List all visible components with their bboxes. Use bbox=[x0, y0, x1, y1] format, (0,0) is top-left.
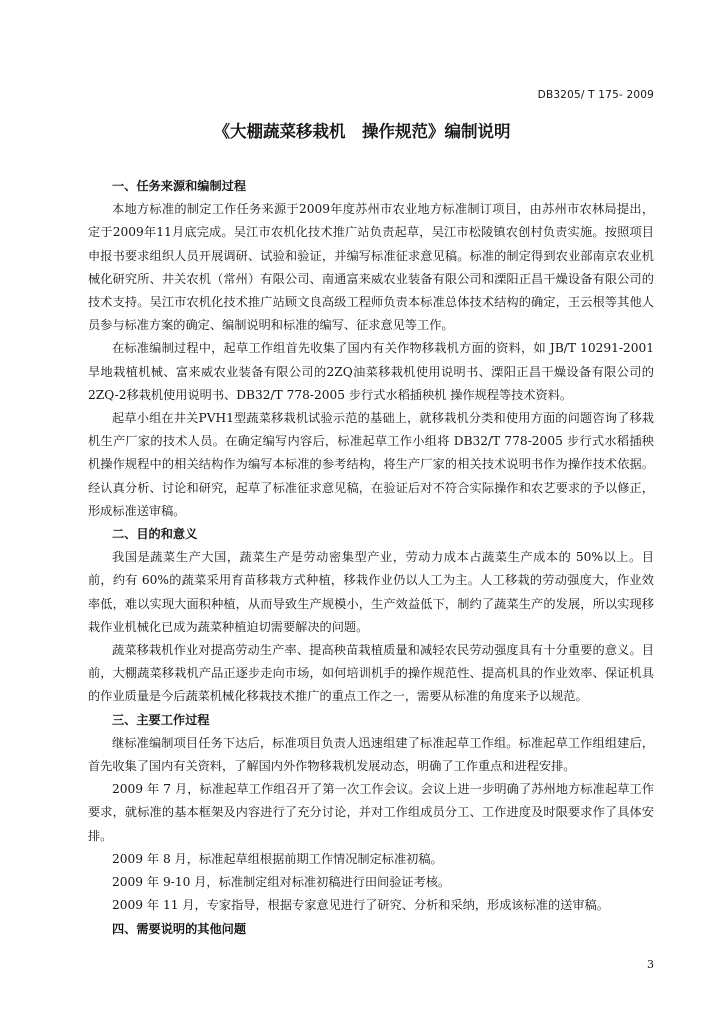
section-heading-4: 四、需要说明的其他问题 bbox=[112, 921, 247, 936]
paragraph: 2009 年 7 月，标准起草工作组召开了第一次工作会议。会议上进一步明确了苏州地方标准起草工作要求，就标准的基本框架及内容进行了充分讨论，并对工作组成员分工、工作进度及时限要求作了具体安排。 bbox=[88, 782, 654, 843]
paragraph: 我国是蔬菜生产大国，蔬菜生产是劳动密集型产业，劳动力成本占蔬菜生产成本的 50%以上。目前，约有 60%的蔬菜采用育苗移栽方式种植，移栽作业仍以人工为主。人工移栽的劳动强度大，作业效率低，难以实现大面积种植，从而导致生产规模小，生产效益低下，制约了蔬菜生产的发展，所以实现移栽作业机械化已成为蔬菜种植迫切需要解决的问题。 bbox=[88, 550, 654, 634]
paragraph: 起草小组在井关PVH1型蔬菜移栽机试验示范的基础上，就移栽机分类和使用方面的问题咨询了移栽机生产厂家的技术人员。在确定编写内容后，标准起草工作小组将 DB32/T 778-2005 步行式水稻插秧机操作规程中的相关结构作为编写本标准的参考结构，将生产厂家的相关技术说明书作为操作技术依据。经认真分析、讨论和研究，起草了标准征求意见稿，在验证后对不符合实际操作和农艺要求的予以修正，形成标准送审稿。 bbox=[88, 411, 654, 518]
paragraph: 本地方标准的制定工作任务来源于2009年度苏州市农业地方标准制订项目，由苏州市农林局提出，定于2009年11月底完成。吴江市农机化技术推广站负责起草，吴江市松陵镇农创村负责实施。按照项目申报书要求组织人员开展调研、试验和验证，并编写标准征求意见稿。标准的制定得到农业部南京农业机械化研究所、井关农机（常州）有限公司、南通富来威农业装备有限公司和溧阳正昌干燥设备有限公司的技术支持。吴江市农机化技术推广站顾文良高级工程师负责本标准总体技术结构的确定，王云根等其他人员参与标准方案的确定、编制说明和标准的编写、征求意见等工作。 bbox=[88, 202, 654, 333]
section-heading-3: 三、主要工作过程 bbox=[112, 712, 210, 727]
timeline-line: 2009 年 9-10 月，标准制定组对标准初稿进行田间验证考核。 bbox=[112, 875, 451, 890]
paragraph: 蔬菜移栽机作业对提高劳动生产率、提高秧苗栽植质量和减轻农民劳动强度具有十分重要的意义。目前，大棚蔬菜移栽机产品正逐步走向市场，如何培训机手的操作规范性、提高机具的作业效率、保证机具的作业质量是今后蔬菜机械化移栽技术推广的重点工作之一，需要从标准的角度来予以规范。 bbox=[88, 643, 654, 704]
document-body bbox=[88, 175, 654, 941]
document-title: 《大棚蔬菜移栽机 操作规范》编制说明 bbox=[213, 122, 511, 141]
paragraph: 在标准编制过程中，起草工作组首先收集了国内有关作物移栽机方面的资料，如 JB/T 10291-2001 旱地栽植机械、富来威农业装备有限公司的2ZQ油菜移栽机使用说明书、溧阳正昌干燥设备有限公司的2ZQ-2移栽机使用说明书、DB32/T 778-2005 步行式水稻插秧机 操作规程等技术资料。 bbox=[88, 341, 654, 402]
section-heading-2: 二、目的和意义 bbox=[112, 527, 198, 542]
page-number: 3 bbox=[647, 958, 654, 971]
paragraph: 继标准编制项目任务下达后，标准项目负责人迅速组建了标准起草工作组。标准起草工作组组建后，首先收集了国内有关资料，了解国内外作物移栽机发展动态，明确了工作重点和进程安排。 bbox=[88, 735, 654, 774]
timeline-line: 2009 年 11 月，专家指导，根据专家意见进行了研究、分析和采纳，形成该标准的送审稿。 bbox=[112, 898, 609, 913]
timeline-line: 2009 年 8 月，标准起草组根据前期工作情况制定标准初稿。 bbox=[112, 851, 443, 866]
section-heading-1: 一、任务来源和编制过程 bbox=[112, 179, 247, 193]
standard-code: DB3205/ T 175- 2009 bbox=[537, 89, 654, 101]
